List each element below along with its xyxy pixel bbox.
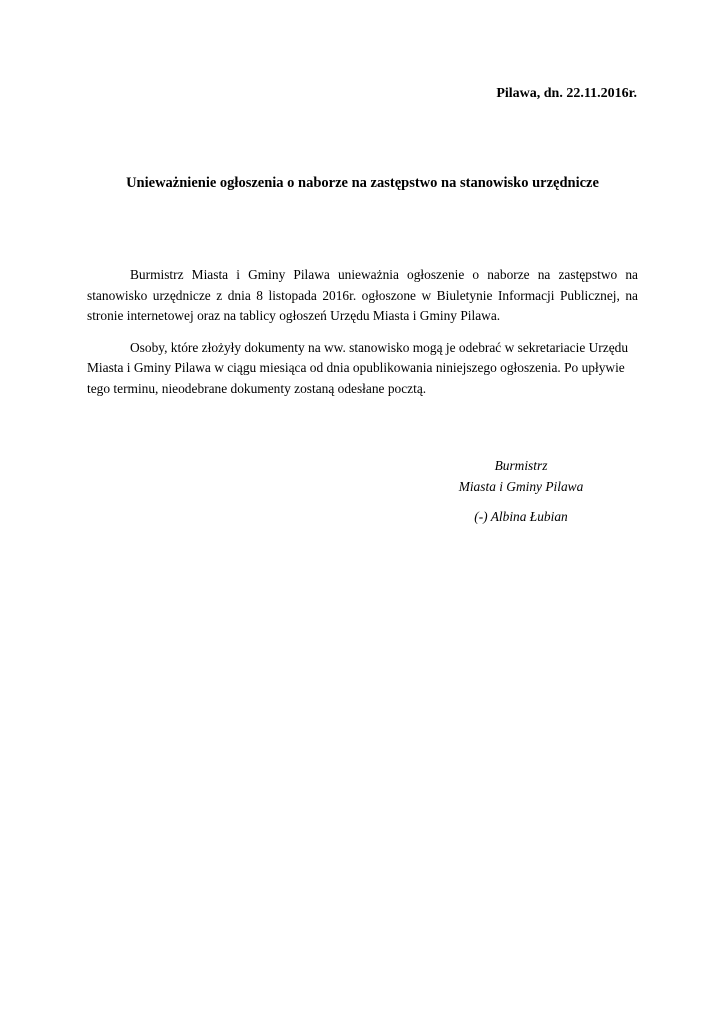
body-paragraph-2: Osoby, które złożyły dokumenty na ww. stanowisko mogą je odebrać w sekretariacie Urzędu Miasta i Gminy Pilawa w ciągu miesiąca od dnia opublikowania niniejszego ogłoszenia. Po upływie tego terminu, nieodebrane dokumenty zostaną odesłane pocztą. [87,339,629,396]
document-body [87,265,638,410]
signature-block [421,455,621,527]
signature-name: (-) Albina Łubian [474,509,568,524]
document-title: Unieważnienie ogłoszenia o naborze na zastępstwo na stanowisko urzędnicze [126,175,599,191]
body-paragraph-1: Burmistrz Miasta i Gminy Pilawa unieważnia ogłoszenie o naborze na zastępstwo na stanowisko urzędnicze z dnia 8 listopada 2016r. ogłoszone w Biuletynie Informacji Publicznej, na stronie internetowej oraz na tablicy ogłoszeń Urzędu Miasta i Gminy Pilawa. [87,267,638,323]
place-date: Pilawa, dn. 22.11.2016r. [496,86,637,101]
signature-role-line-2: Miasta i Gminy Pilawa [458,479,584,494]
signature-role-line-1: Burmistrz [494,458,548,473]
